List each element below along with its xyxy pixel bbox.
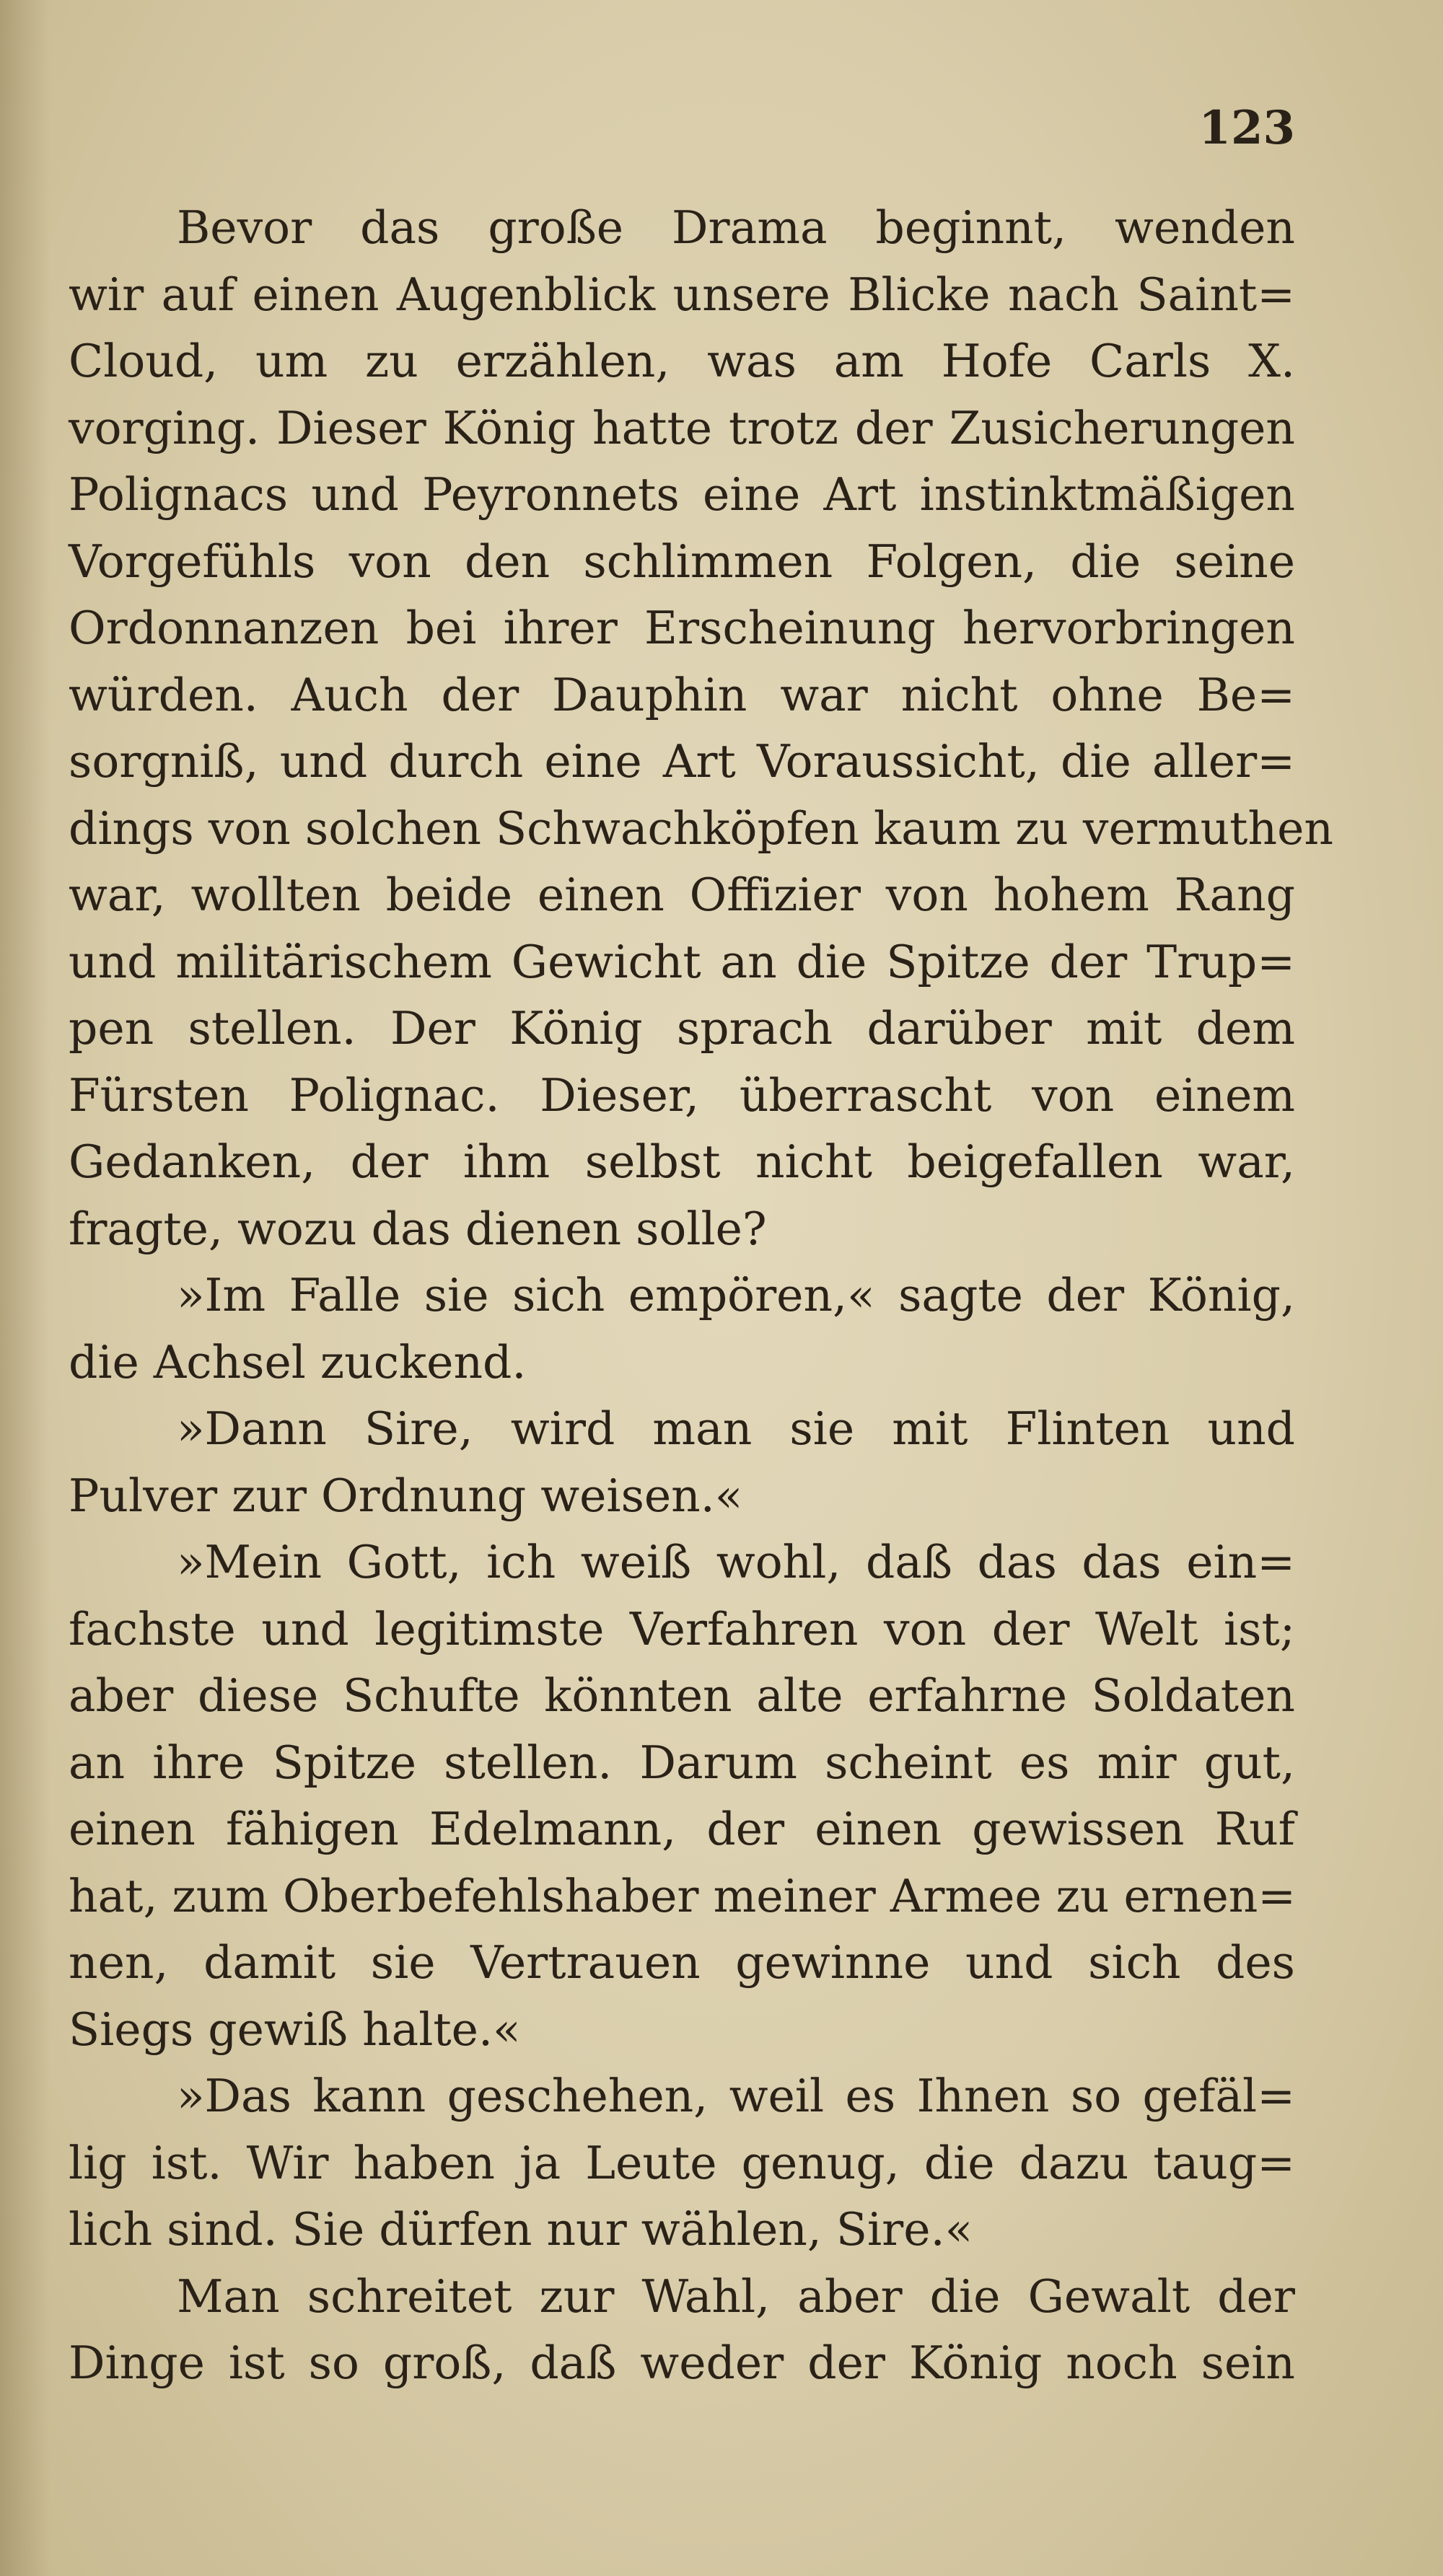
text-line: »Das kann geschehen, weil es Ihnen so gefäl=	[177, 2070, 1295, 2122]
text-line: war, wollten beide einen Offizier von hohem Rang	[69, 869, 1295, 921]
text-line: »Im Falle sie sich empören,« sagte der König,	[177, 1269, 1295, 1322]
text-line: Cloud, um zu erzählen, was am Hofe Carls X.	[69, 335, 1295, 387]
text-line: Man schreitet zur Wahl, aber die Gewalt der	[177, 2269, 1295, 2323]
text-line: einen fähigen Edelmann, der einen gewissen Ruf	[69, 1803, 1295, 1855]
gutter-shadow	[0, 0, 51, 2576]
text-line: lig ist. Wir haben ja Leute genug, die dazu taug=	[69, 2136, 1295, 2189]
text-line: fachste und legitimste Verfahren von der Welt ist;	[69, 1602, 1295, 1656]
text-line: lich sind. Sie dürfen nur wählen, Sire.«	[69, 2203, 973, 2256]
text-line: wir auf einen Augenblick unsere Blicke nach Saint=	[69, 268, 1295, 321]
text-line: hat, zum Oberbefehlshaber meiner Armee zu ernen=	[69, 1869, 1297, 1922]
text-line: aber diese Schufte könnten alte erfahrne Soldaten	[69, 1669, 1295, 1722]
text-line: Dinge ist so groß, daß weder der König noch sein	[69, 2337, 1295, 2389]
text-line: würden. Auch der Dauphin war nicht ohne Be=	[69, 668, 1295, 721]
text-line: dings von solchen Schwachköpfen kaum zu vermuthen	[69, 801, 1333, 855]
text-line: die Achsel zuckend.	[69, 1335, 527, 1389]
text-line: »Dann Sire, wird man sie mit Flinten und	[177, 1402, 1295, 1455]
text-line: Fürsten Polignac. Dieser, überrascht von einem	[69, 1068, 1295, 1122]
text-line: nen, damit sie Vertrauen gewinne und sich des	[69, 1936, 1295, 1989]
text-line: vorging. Dieser König hatte trotz der Zusicherungen	[69, 401, 1295, 454]
text-line: sorgniß, und durch eine Art Voraussicht, die aller=	[69, 735, 1295, 788]
text-line: an ihre Spitze stellen. Darum scheint es mir gut,	[69, 1736, 1295, 1789]
text-line: »Mein Gott, ich weiß wohl, daß das das ein=	[177, 1536, 1295, 1588]
text-line: Polignacs und Peyronnets eine Art instinktmäßigen	[69, 468, 1295, 521]
text-line: pen stellen. Der König sprach darüber mit dem	[69, 1002, 1295, 1055]
text-line: Gedanken, der ihm selbst nicht beigefallen war,	[69, 1135, 1295, 1188]
text-line: und militärischem Gewicht an die Spitze der Trup=	[69, 935, 1295, 988]
text-line: Vorgefühls von den schlimmen Folgen, die seine	[69, 535, 1295, 588]
text-line: fragte, wozu das dienen solle?	[69, 1202, 767, 1255]
body-text	[69, 195, 1333, 2397]
text-line: Siegs gewiß halte.«	[69, 2003, 521, 2056]
text-line: Ordonnanzen bei ihrer Erscheinung hervorbringen	[69, 602, 1295, 654]
page-number: 123	[1198, 101, 1295, 155]
text-line: Pulver zur Ordnung weisen.«	[69, 1469, 743, 1522]
text-line: Bevor das große Drama beginnt, wenden	[177, 201, 1295, 254]
